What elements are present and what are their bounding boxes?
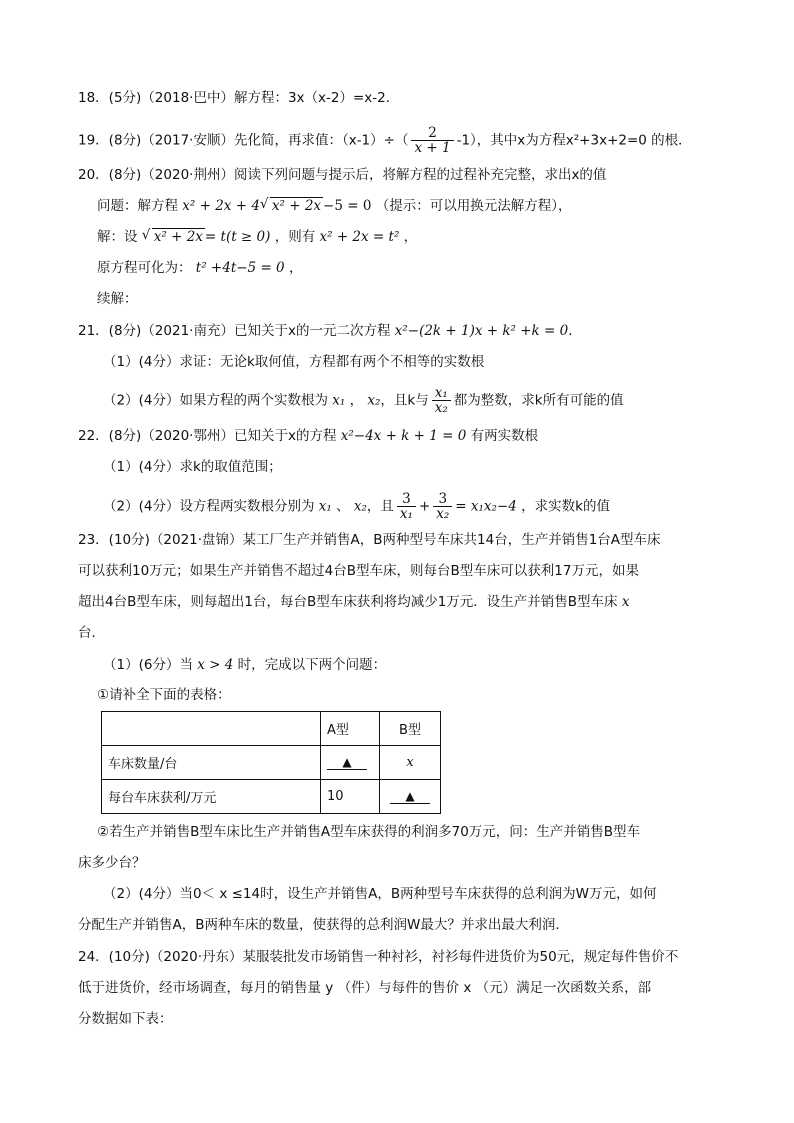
q23-part2: （2）(4分）当0＜ x ≤14时，设生产并销售A，B两种型号车床获得的总利润为W万元，如何 [103,886,657,902]
row-label-quantity: 车床数量/台 [102,746,321,780]
question-23: 23．(10分)（2021·盘锦）某工厂生产并销售A，B两种型号车床共14台，生产并销售1台A型车床 [78,532,661,548]
q18-text: 18．(5分)（2018·巴中）解方程：3x（x-2）=x-2． [78,90,400,106]
q22-part2: （2）(4分）设方程两实数根分别为 x₁ 、 x₂，且 $\frac{3}{\text{x₁}}$ + $\frac{3}{\text{x₂}}$ = x₁x₂−4 ，求实数k的值 [103,491,610,522]
q23-sub2: ②若生产并销售B型车床比生产并销售A型车床获得的利润多70万元，问：生产并销售B型车 [97,824,641,840]
q24-line2: 低于进货价，经市场调查，每月的销售量 y （件）与每件的售价 x （元）满足一次函数关系，部 [78,980,652,996]
q22-fraction-1: $\frac{3}{\text{x₁}}$ [397,492,416,521]
q23-sub1: ①请补全下面的表格： [97,687,231,703]
q20-problem: 问题：解方程 x² + 2x + 4 √ x² + 2x −5 = 0 （提示：可以用换元法解方程）， [97,196,572,214]
sqrt-symbol: √ x² + 2x [259,196,322,214]
answer-blank[interactable]: ▲ [327,755,367,770]
table-row: 每台车床获利/万元 10 ▲ [102,780,441,814]
q23-sub2-line2: 床多少台？ [78,855,146,871]
sqrt-symbol: √ x² + 2x [141,227,203,245]
table-row [102,712,441,746]
answer-blank[interactable]: ▲ [390,789,430,804]
q20-transform: 原方程可化为： t² +4t−5 = 0 ， [97,260,303,276]
q24-line3: 分数据如下表： [78,1011,173,1027]
question-21: 21．(8分)（2021·南充）已知关于x的一元二次方程 x²−(2k + 1)x + k² +k = 0． [78,323,582,339]
table-row: 车床数量/台 ▲ x [102,746,441,780]
q23-part1: （1）(6分）当 x > 4 时，完成以下两个问题： [103,657,387,673]
q23-line2: 可以获利10万元；如果生产并销售不超过4台B型车床，则每台B型车床可以获利17万元，如果 [78,563,639,579]
q21-part1: （1）(4分）求证：无论k取何值，方程都有两个不相等的实数根 [103,354,485,370]
question-18 [78,88,399,108]
col-header-b: B型 [380,712,441,746]
question-19: 19．(8分)（2017·安顺）先化简，再求值：（x-1）÷（ $\frac{2}{x + 1}$ -1），其中x为方程x²+3x+2=0 的根． [78,125,692,156]
row-label-profit: 每台车床获利/万元 [102,780,321,814]
q22-part1: （1）(4分）求k的取值范围； [103,459,282,475]
question-24: 24．(10分)（2020·丹东）某服装批发市场销售一种衬衫，衬衫每件进货价为50元，规定每件售价不 [78,949,679,965]
q20-continue: 续解： [97,291,138,307]
q21-fraction: $\frac{\text{x₁}}{\text{x₂}}$ [432,386,451,415]
q22-fraction-2: $\frac{3}{\text{x₂}}$ [433,492,452,521]
q20-solution: 解：设 √ x² + 2x = t(t ≥ 0) ，则有 x² + 2x = t² ， [97,227,418,245]
q23-line3: 超出4台B型车床，则每超出1台，每台B型车床获利将均减少1万元．设生产并销售B型车床 x [78,594,630,610]
q21-part2: （2）(4分）如果方程的两个实数根为 x₁ ， x₂，且k与 $\frac{\text{x₁}}{\text{x₂}}$ 都为整数，求k所有可能的值 [103,385,624,416]
q19-fraction: $\frac{2}{x + 1}$ [411,126,453,155]
question-22: 22．(8分)（2020·鄂州）已知关于x的方程 x²−4x + k + 1 = 0 有两实数根 [78,428,539,444]
col-header-a: A型 [321,712,380,746]
profit-table [101,711,441,814]
question-20: 20．(8分)（2020·荆州）阅读下列问题与提示后，将解方程的过程补充完整，求出x的值 [78,167,607,183]
q23-line4: 台． [78,625,105,641]
q23-part2-line2: 分配生产并销售A，B两种车床的数量，使获得的总利润W最大？并求出最大利润． [78,917,569,933]
